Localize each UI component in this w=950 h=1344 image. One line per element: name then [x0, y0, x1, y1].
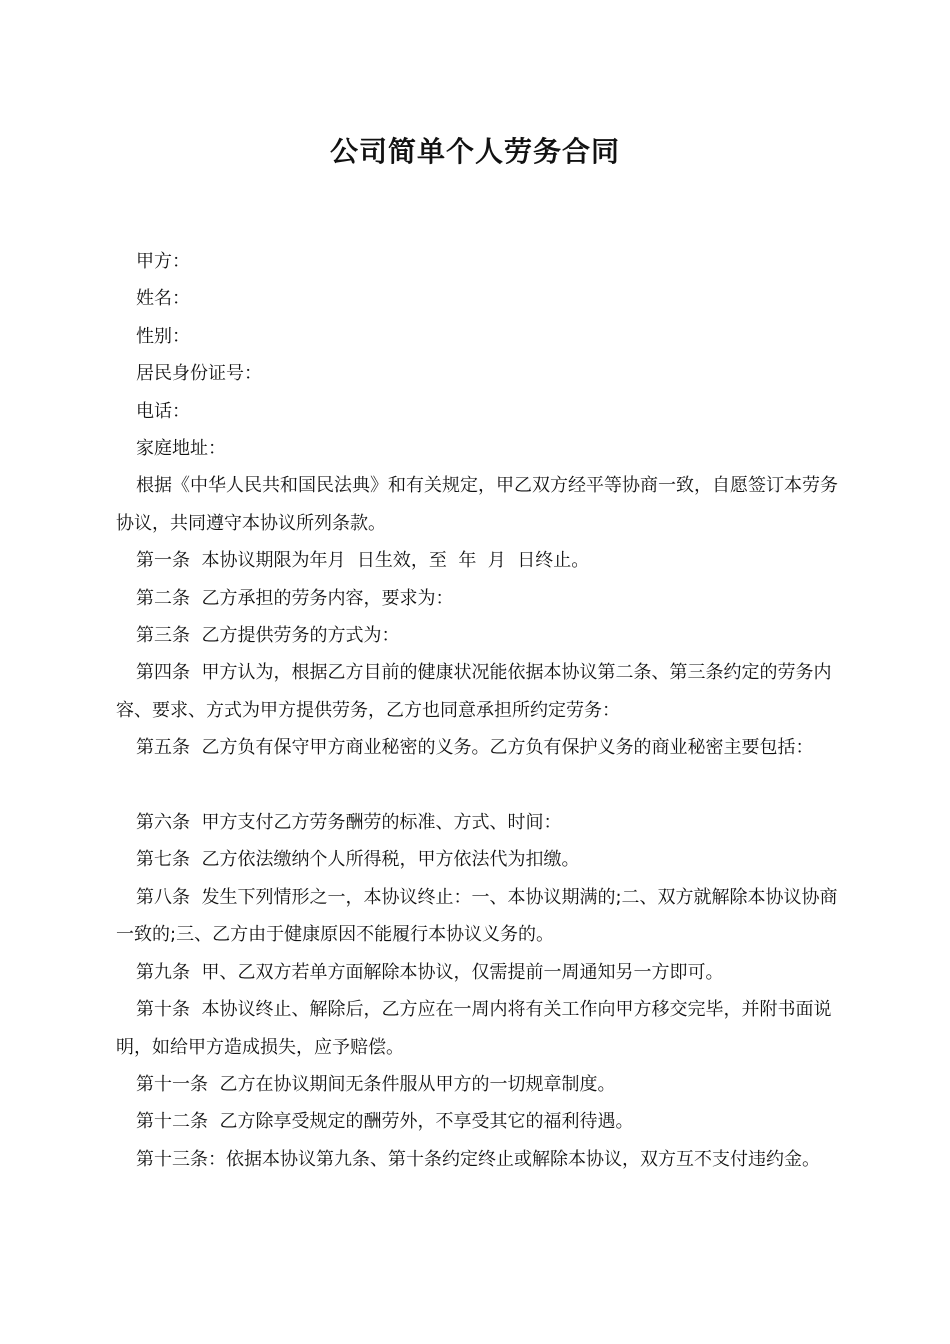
article-7: 第七条 乙方依法缴纳个人所得税，甲方依法代为扣缴。	[136, 849, 580, 871]
article-10: 第十条 本协议终止、解除后，乙方应在一周内将有关工作向甲方移交完毕，并附书面说明，如给甲方造成损失，应予赔偿。	[116, 999, 832, 1058]
article-13: 第十三条：依据本协议第九条、第十条约定终止或解除本协议，双方互不支付违约金。	[136, 1148, 820, 1170]
blank-line	[116, 767, 840, 804]
article-5: 第五条 乙方负有保守甲方商业秘密的义务。乙方负有保护义务的商业秘密主要包括：	[136, 737, 814, 759]
article-6: 第六条 甲方支付乙方劳务酬劳的标准、方式、时间：	[136, 812, 562, 834]
field-gender: 性别：	[136, 325, 190, 347]
document-body	[116, 243, 840, 1178]
field-address: 家庭地址：	[136, 438, 226, 460]
article-9: 第九条 甲、乙双方若单方面解除本协议，仅需提前一周通知另一方即可。	[136, 961, 724, 983]
article-3: 第三条 乙方提供劳务的方式为：	[136, 625, 400, 647]
field-phone: 电话：	[136, 400, 190, 422]
document-title: 公司简单个人劳务合同	[329, 135, 620, 168]
article-2: 第二条 乙方承担的劳务内容，要求为：	[136, 587, 454, 609]
article-11: 第十一条 乙方在协议期间无条件服从甲方的一切规章制度。	[136, 1073, 616, 1095]
article-12: 第十二条 乙方除享受规定的酬劳外，不享受其它的福利待遇。	[136, 1111, 634, 1133]
field-id-number: 居民身份证号：	[136, 363, 262, 385]
preamble-paragraph: 根据《中华人民共和国民法典》和有关规定，甲乙双方经平等协商一致，自愿签订本劳务协议，共同遵守本协议所列条款。	[116, 475, 838, 534]
field-party-a: 甲方：	[136, 251, 190, 272]
article-4: 第四条 甲方认为，根据乙方目前的健康状况能依据本协议第二条、第三条约定的劳务内容、要求、方式为甲方提供劳务，乙方也同意承担所约定劳务：	[116, 662, 832, 721]
article-1: 第一条 本协议期限为年月 日生效，至 年 月 日终止。	[136, 550, 590, 572]
article-8: 第八条 发生下列情形之一，本协议终止：一、本协议期满的;二、双方就解除本协议协商一致的;三、乙方由于健康原因不能履行本协议义务的。	[116, 886, 838, 946]
field-name: 姓名：	[136, 288, 190, 310]
